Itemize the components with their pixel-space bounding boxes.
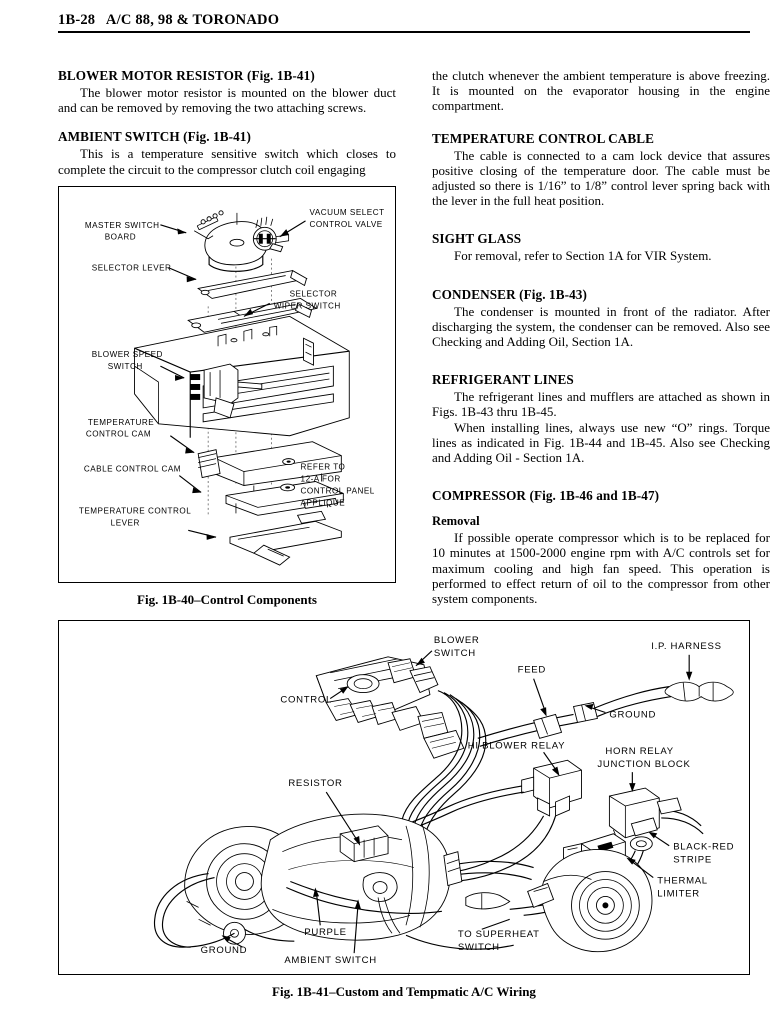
callout-line: LEVER xyxy=(110,518,140,528)
callout-line: CONTROL VALVE xyxy=(309,219,383,229)
section-paragraph: If possible operate compressor which is to be replaced for 10 minutes at 1500-2000 engine rpm with A/C controls set for maximum cooling and high fan speed. This operation is performed to effect return of oil to the compressor from other system components. xyxy=(432,530,770,607)
callout-blower-switch xyxy=(416,635,480,666)
callout-black-red-stripe xyxy=(648,832,734,866)
callout-master-switch-board xyxy=(85,221,186,242)
section-heading: REFRIGERANT LINES xyxy=(432,372,574,388)
figure-1b40-illustration xyxy=(59,187,395,582)
callout-line: SWITCH xyxy=(457,942,500,954)
callout-line: SELECTOR LEVER xyxy=(91,263,172,273)
section-heading: SIGHT GLASS xyxy=(432,231,522,247)
callout-line: SELECTOR xyxy=(289,289,338,299)
page-header xyxy=(58,12,750,33)
section-compressor xyxy=(432,488,770,606)
figure-1b41-illustration xyxy=(59,621,749,974)
callout-line: TO SUPERHEAT xyxy=(457,929,540,941)
section-paragraph: For removal, refer to Section 1A for VIR System. xyxy=(454,248,712,264)
figure-1b41-ac-wiring xyxy=(58,620,750,975)
callout-line: AMBIENT SWITCH xyxy=(284,955,377,967)
callout-line: GROUND xyxy=(200,945,248,957)
callout-line: JUNCTION BLOCK xyxy=(597,759,691,771)
callout-line: STRIPE xyxy=(673,854,712,866)
callout-line: HI BLOWER RELAY xyxy=(467,740,566,752)
section-subheading: Removal xyxy=(432,514,480,529)
callout-line: SWITCH xyxy=(107,362,143,372)
blower-evaporator-assembly xyxy=(185,814,450,944)
callout-line: REFER TO xyxy=(300,462,346,472)
callout-line: THERMAL xyxy=(657,875,708,887)
right-column xyxy=(432,68,770,606)
black-red-stripe-lead xyxy=(657,798,703,834)
section-paragraph: The blower motor resistor is mounted on the blower duct and can be removed by removing the two attaching screws. xyxy=(58,85,396,116)
callout-to-superheat-switch xyxy=(458,919,540,953)
callout-line: TEMPERATURE CONTROL xyxy=(78,506,192,516)
callout-line: LIMITER xyxy=(657,888,700,900)
callout-line: HORN RELAY xyxy=(605,746,674,758)
section-heading: AMBIENT SWITCH (Fig. 1B-41) xyxy=(58,129,251,145)
callout-line: TEMPERATURE xyxy=(87,417,155,427)
section-refrigerant-lines xyxy=(432,372,770,465)
callout-line: CABLE CONTROL CAM xyxy=(83,464,182,474)
section-heading: CONDENSER (Fig. 1B-43) xyxy=(432,286,587,302)
callout-cable-control-cam xyxy=(84,465,201,494)
callout-horn-relay-junction-block xyxy=(597,746,690,792)
callout-ip-harness xyxy=(651,641,721,681)
section-blower-motor-resistor xyxy=(58,68,396,115)
section-condenser xyxy=(432,287,770,350)
figure-1b41-caption: Fig. 1B-41–Custom and Tempmatic A/C Wiring xyxy=(272,984,536,999)
callout-line: PURPLE xyxy=(304,927,347,939)
page-title: 1B-28 A/C 88, 98 & TORONADO xyxy=(58,12,280,28)
section-heading: COMPRESSOR (Fig. 1B-46 and 1B-47) xyxy=(432,488,660,504)
section-sight-glass xyxy=(432,231,770,263)
inline-bullet-connector xyxy=(466,893,510,910)
callout-line: BLOWER xyxy=(433,634,480,646)
callout-line: I.P. HARNESS xyxy=(651,640,722,652)
callout-line: CONTROL CAM xyxy=(85,429,152,439)
section-paragraph: When installing lines, always use new “O” rings. Torque lines as indicated in Fig. 1B-44 and 1B-45. Also see Checking and Adding Oil - Section 1A. xyxy=(432,419,770,466)
callout-line: BLOWER SPEED xyxy=(91,350,163,360)
callout-line: MASTER SWITCH xyxy=(84,220,160,230)
figure-1b40-control-components xyxy=(58,186,396,583)
callout-line: CONTROL xyxy=(280,694,332,706)
left-column xyxy=(58,68,396,191)
figure-1b40-caption: Fig. 1B-40–Control Components xyxy=(137,592,317,607)
continuation-paragraph: the clutch whenever the ambient temperature is above freezing. It is mounted on the evaporator housing in the engine compartment. xyxy=(432,68,770,114)
callout-line: WIPER SWITCH xyxy=(273,301,341,311)
callout-line: BLACK-RED xyxy=(673,841,735,853)
section-temperature-control-cable xyxy=(432,131,770,209)
callout-line: VACUUM SELECT xyxy=(309,207,385,217)
section-paragraph: The cable is connected to a cam lock device that assures positive closing of the temperature door. The cable must be adjusted so there is 1/16” to 1/8” control lever spring back with the lever in the full heat position. xyxy=(432,147,770,209)
callout-line: FEED xyxy=(517,664,546,676)
callout-line: BOARD xyxy=(104,232,137,242)
callout-line: SWITCH xyxy=(433,647,476,659)
callout-line: APPLIQUE xyxy=(300,498,346,508)
callout-vacuum-select-control-valve xyxy=(280,208,385,237)
callout-selector-lever xyxy=(92,264,196,283)
section-heading: TEMPERATURE CONTROL CABLE xyxy=(432,130,655,146)
section-ambient-switch xyxy=(58,129,396,176)
callout-line: RESISTOR xyxy=(288,778,343,790)
section-heading: BLOWER MOTOR RESISTOR (Fig. 1B-41) xyxy=(58,68,315,83)
section-paragraph: The condenser is mounted in front of the radiator. After discharging the system, the condenser can be removed. Also see Checking and Adding Oil, Section 1A. xyxy=(432,303,770,350)
callout-temperature-control-lever xyxy=(79,506,216,540)
header-divider xyxy=(58,31,750,33)
hi-blower-relay-part xyxy=(522,760,582,816)
control-head-assembly xyxy=(316,657,464,758)
callout-line: 12-A FOR xyxy=(300,474,341,484)
callout-feed xyxy=(518,665,547,717)
section-paragraph: The refrigerant lines and mufflers are attached as shown in Figs. 1B-43 thru 1B-45. xyxy=(432,389,770,420)
compressor-assembly xyxy=(528,849,652,951)
callout-line: GROUND xyxy=(609,709,657,721)
temperature-control-lever-part xyxy=(230,511,341,565)
callout-line: CONTROL PANEL xyxy=(300,486,375,496)
section-paragraph: This is a temperature sensitive switch which closes to complete the circuit to the compressor clutch coil engaging xyxy=(58,146,396,177)
control-housing-part xyxy=(135,316,350,437)
